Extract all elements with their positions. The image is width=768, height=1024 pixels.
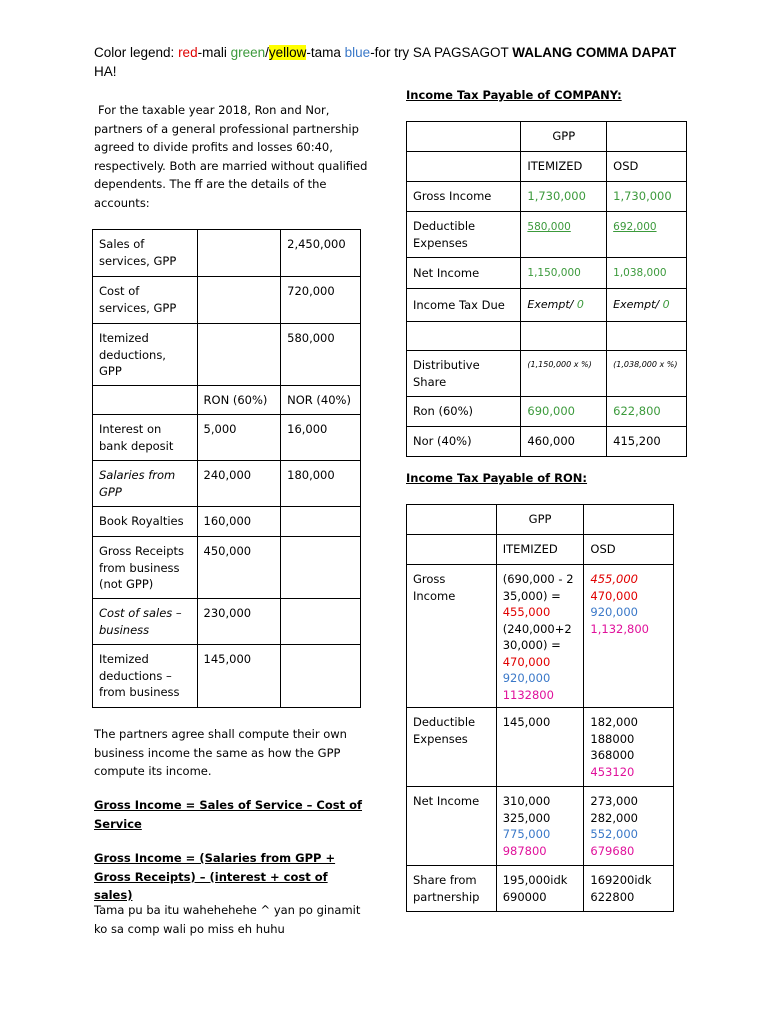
- value-line: 455,000: [502, 605, 551, 619]
- nor-cell: 720,000: [281, 277, 361, 324]
- empty-cell: [407, 535, 497, 565]
- ron-cell: [197, 277, 281, 324]
- value-cell: [496, 565, 584, 708]
- value-line: 195,000idk: [502, 873, 568, 887]
- formula-line: (240,000+230,000) =: [502, 621, 572, 652]
- table-row: [407, 505, 674, 535]
- table-row: [407, 535, 674, 565]
- empty-cell: [407, 122, 521, 152]
- itemized-header: ITEMIZED: [521, 152, 607, 182]
- table-row: [93, 537, 361, 599]
- value-cell: [607, 289, 687, 322]
- row-label: Income Tax Due: [407, 289, 521, 322]
- legend-end: HA!: [94, 64, 117, 79]
- row-label: Sales of services, GPP: [93, 230, 198, 277]
- empty-cell: [407, 322, 521, 351]
- ron-cell: 5,000: [197, 415, 281, 461]
- legend-blue: blue: [344, 45, 371, 60]
- legend-red-meaning: -mali: [197, 45, 231, 60]
- value-cell: (1,038,000 x %): [607, 351, 687, 397]
- table-row: [407, 565, 674, 708]
- nor-cell: [281, 537, 361, 599]
- ron-cell: 160,000: [197, 507, 281, 537]
- osd-header: OSD: [607, 152, 687, 182]
- table-row: [93, 277, 361, 324]
- value-cell: 145,000: [496, 708, 584, 787]
- formula-gross-income-2: Gross Income = (Salaries from GPP + Gross Receipts) – (interest + cost of sales): [94, 851, 336, 902]
- ron-cell: [197, 230, 281, 277]
- row-label: Gross Income: [407, 565, 497, 708]
- ron-cell: 450,000: [197, 537, 281, 599]
- nor-cell: [281, 599, 361, 645]
- exempt-text: Exempt/: [613, 297, 663, 311]
- row-label: Salaries from GPP: [93, 461, 198, 507]
- ron-cell: 240,000: [197, 461, 281, 507]
- zero-value: 0: [662, 297, 670, 311]
- value-line: 1132800: [502, 687, 554, 702]
- value-line: 188000: [590, 731, 635, 746]
- question-note: Tama pu ba itu wahehehehe ^ yan po ginamit ko sa comp wali po miss eh huhu: [94, 903, 361, 936]
- ron-header: RON (60%): [197, 386, 281, 415]
- problem-intro: For the taxable year 2018, Ron and Nor, partners of a general professional partnership agreed to divide profits and losses 60:40, respectively. Both are married without qualified dependents. The ff are the details of the accounts:: [94, 103, 368, 210]
- value-cell: 460,000: [521, 427, 607, 457]
- gpp-header: GPP: [496, 505, 584, 535]
- row-label: Deductible Expenses: [407, 708, 497, 787]
- row-label: Cost of services, GPP: [93, 277, 198, 324]
- table-row: [93, 461, 361, 507]
- exempt-text: Exempt/: [527, 297, 577, 311]
- value-line: 470,000: [502, 654, 551, 669]
- color-legend: [94, 43, 694, 81]
- table-row: [407, 212, 687, 258]
- ron-cell: 230,000: [197, 599, 281, 645]
- value-line: 182,000: [590, 715, 638, 729]
- zero-value: 0: [576, 297, 584, 311]
- value-line: 282,000: [590, 810, 638, 825]
- value-cell: 1,730,000: [607, 182, 687, 212]
- row-label: Nor (40%): [407, 427, 521, 457]
- table-row: [93, 599, 361, 645]
- value-cell: [584, 708, 674, 787]
- value-cell: 622,800: [607, 397, 687, 427]
- table-row: [407, 866, 674, 912]
- table-row: [407, 289, 687, 322]
- empty-cell: [607, 322, 687, 351]
- table-row: [93, 507, 361, 537]
- value-line: 775,000: [502, 827, 551, 841]
- value-cell: [584, 565, 674, 708]
- value-cell: (1,150,000 x %): [521, 351, 607, 397]
- nor-header: NOR (40%): [281, 386, 361, 415]
- empty-cell: [407, 505, 497, 535]
- value-cell: 580,000: [521, 212, 607, 258]
- row-label: Itemized deductions – from business: [93, 645, 198, 708]
- value-cell: 415,200: [607, 427, 687, 457]
- table-row: [93, 230, 361, 277]
- empty-cell: [607, 122, 687, 152]
- empty-cell: [521, 322, 607, 351]
- osd-header: OSD: [584, 535, 674, 565]
- row-label: Distributive Share: [407, 351, 521, 397]
- table-row: [407, 787, 674, 866]
- nor-cell: 16,000: [281, 415, 361, 461]
- row-label: Net Income: [407, 787, 497, 866]
- ron-table-title: Income Tax Payable of RON:: [406, 471, 588, 485]
- value-line: 455,000: [590, 572, 638, 586]
- table-row: [407, 122, 687, 152]
- value-cell: 692,000: [607, 212, 687, 258]
- row-label: Gross Income: [407, 182, 521, 212]
- value-line: 679680: [590, 843, 635, 858]
- value-line: 987800: [502, 843, 547, 858]
- table-row: [407, 351, 687, 397]
- row-label: Ron (60%): [407, 397, 521, 427]
- value-line: 1,132,800: [590, 621, 649, 636]
- table-row: [407, 182, 687, 212]
- empty-cell: [407, 152, 521, 182]
- legend-yellow: yellow: [268, 45, 307, 60]
- table-row: [407, 708, 674, 787]
- table-row: [93, 324, 361, 386]
- value-line: 453120: [590, 764, 635, 779]
- value-line: 310,000: [502, 794, 551, 808]
- value-line: 325,000: [502, 810, 551, 825]
- partners-note: The partners agree shall compute their own business income the same as how the GPP compute its income.: [94, 727, 347, 778]
- nor-cell: [281, 507, 361, 537]
- empty-cell: [584, 505, 674, 535]
- value-cell: 1,038,000: [607, 258, 687, 289]
- value-line: 169200idk: [590, 873, 652, 887]
- value-cell: [584, 787, 674, 866]
- value-line: 622800: [590, 889, 635, 904]
- value-line: 920,000: [502, 671, 551, 685]
- itemized-header: ITEMIZED: [496, 535, 584, 565]
- legend-slash: /: [265, 45, 269, 60]
- table-row: [407, 152, 687, 182]
- value-line: 368000: [590, 748, 635, 762]
- legend-prefix: Color legend:: [94, 45, 179, 60]
- ron-cell: [197, 324, 281, 386]
- row-label: [93, 386, 198, 415]
- value-cell: 1,150,000: [521, 258, 607, 289]
- value-cell: [496, 866, 584, 912]
- legend-yellow-meaning: -tama: [306, 45, 345, 60]
- value-cell: [496, 787, 584, 866]
- table-row: [407, 427, 687, 457]
- value-cell: 1,730,000: [521, 182, 607, 212]
- nor-cell: 180,000: [281, 461, 361, 507]
- company-tax-table: [406, 121, 687, 457]
- row-label: Gross Receipts from business (not GPP): [93, 537, 198, 599]
- value-line: 273,000: [590, 794, 638, 808]
- nor-cell: [281, 645, 361, 708]
- ron-tax-table: [406, 504, 674, 912]
- table-row: [93, 415, 361, 461]
- row-label: Share from partnership: [407, 866, 497, 912]
- ron-cell: 145,000: [197, 645, 281, 708]
- value-line: 470,000: [590, 588, 638, 603]
- table-row: [93, 645, 361, 708]
- formula-line: (690,000 - 235,000) =: [502, 572, 574, 603]
- legend-red: red: [178, 45, 198, 60]
- nor-cell: 580,000: [281, 324, 361, 386]
- row-label: Deductible Expenses: [407, 212, 521, 258]
- value-line: 552,000: [590, 827, 638, 841]
- row-label: Net Income: [407, 258, 521, 289]
- gpp-header: GPP: [521, 122, 607, 152]
- value-line: 690000: [502, 889, 547, 904]
- legend-green: green: [230, 45, 266, 60]
- company-table-title: Income Tax Payable of COMPANY:: [406, 88, 622, 102]
- accounts-table: [92, 229, 361, 708]
- row-label: Itemized deductions, GPP: [93, 324, 198, 386]
- value-cell: [584, 866, 674, 912]
- table-row: [93, 386, 361, 415]
- table-row: [407, 397, 687, 427]
- formula-gross-income-1: Gross Income = Sales of Service – Cost of Service: [94, 798, 363, 831]
- value-cell: [521, 289, 607, 322]
- table-row: [407, 258, 687, 289]
- value-line: 920,000: [590, 605, 638, 619]
- table-row: [407, 322, 687, 351]
- row-label: Interest on bank deposit: [93, 415, 198, 461]
- nor-cell: 2,450,000: [281, 230, 361, 277]
- value-cell: 690,000: [521, 397, 607, 427]
- row-label: Cost of sales – business: [93, 599, 198, 645]
- legend-blue-meaning: -for try SA PAGSAGOT: [370, 45, 513, 60]
- legend-bold-note: WALANG COMMA DAPAT: [512, 45, 677, 60]
- row-label: Book Royalties: [93, 507, 198, 537]
